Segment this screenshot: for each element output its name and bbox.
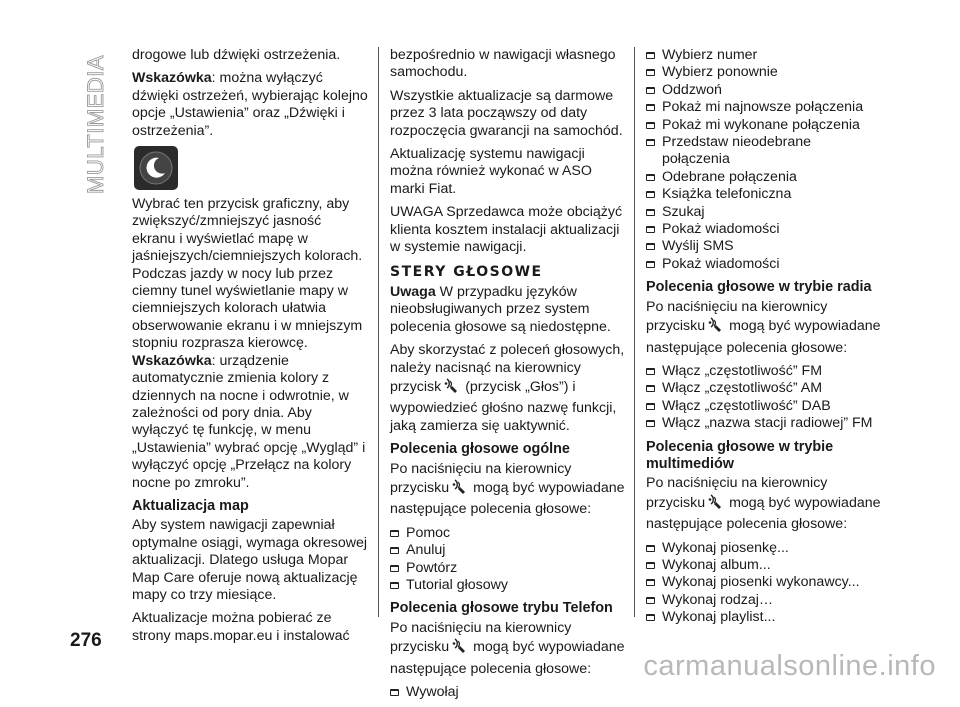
list-item: [646, 557, 882, 574]
paragraph: bezpośrednio w nawigacji własnego samochodu.: [390, 47, 616, 81]
paragraph-text: mogą być wypowiadane następujące polecenia głosowe:: [646, 318, 881, 356]
list-item-text: Wywołaj: [406, 684, 459, 700]
paragraph: [390, 284, 626, 336]
paragraph-text: Po naciśnięciu na kierownicy przycisku: [646, 475, 828, 511]
list-item: [646, 574, 882, 591]
watermark: carmanualsonline.info: [643, 650, 936, 682]
checkbox-bullet-icon: [646, 191, 655, 198]
paragraph-text: mogą być wypowiadane następujące polecenia głosowe:: [390, 479, 625, 518]
list-item: [390, 577, 626, 594]
checkbox-bullet-icon: [646, 226, 655, 233]
voice-command-icon: [707, 316, 723, 339]
list-item: [646, 169, 882, 186]
paragraph: Aby system nawigacji zapewniał optymalne osiągi, wymaga okresowej aktualizacji. Dlatego usługa Mopar Map Care oferuje nową aktualizację mapy co trzy miesiące.: [132, 517, 367, 603]
command-list: [646, 363, 882, 433]
list-item-text: Włącz „częstotliwość” DAB: [662, 397, 831, 414]
heading: Polecenia głosowe trybu Telefon: [390, 600, 613, 617]
heading: Polecenia głosowe w trybie multimediów: [646, 438, 834, 472]
paragraph: [132, 196, 368, 492]
list-item: [646, 82, 882, 99]
list-item: [646, 134, 882, 169]
list-item: [646, 64, 882, 81]
paragraph: [132, 70, 368, 140]
paragraph: [646, 475, 882, 533]
list-item-text: Wykonaj rodzaj…: [662, 591, 774, 608]
list-item-text: Odebrane połączenia: [662, 168, 797, 185]
list-item-text: Powtórz: [406, 559, 458, 576]
list-item: [390, 560, 626, 577]
list-item-text: Wyślij SMS: [662, 238, 734, 255]
section-heading: STERY GŁOSOWE: [390, 264, 543, 281]
list-item-text: Pokaż mi wykonane połączenia: [662, 116, 860, 133]
svg-text:MULTIMEDIA: MULTIMEDIA: [83, 54, 108, 194]
list-item-text: Anuluj: [406, 542, 446, 559]
paragraph-text: Po naciśnięciu na kierownicy przycisku: [390, 460, 572, 496]
list-item: [390, 684, 626, 701]
command-list: [646, 540, 882, 627]
list-item: [646, 256, 882, 273]
list-item: [646, 398, 882, 415]
note-text: : urządzenie automatycznie zmienia kolory z dziennych na nocne i odwrotnie, w zależności od pory dnia. Aby wyłączyć tę funkcję, w menu „Ustawienia” wybrać opcję „Wygląd” i wyłączyć opcję „Przełącz na kolory nocne po zmroku”.: [132, 352, 366, 491]
checkbox-bullet-icon: [646, 614, 655, 621]
list-item-text: Pomoc: [406, 524, 451, 541]
paragraph-text: mogą być wypowiadane następujące polecenia głosowe:: [390, 639, 625, 677]
list-item: [646, 592, 882, 609]
list-item-text: Oddzwoń: [662, 81, 722, 98]
note-label: Wskazówka: [132, 352, 212, 369]
paragraph-text: Po naciśnięciu na kierownicy przycisku: [646, 298, 828, 335]
checkbox-bullet-icon: [390, 530, 399, 537]
checkbox-bullet-icon: [646, 209, 655, 216]
list-item: [646, 609, 882, 626]
column-divider: [634, 47, 635, 617]
checkbox-bullet-icon: [390, 547, 399, 554]
command-list: [390, 525, 626, 595]
checkbox-bullet-icon: [646, 385, 655, 392]
checkbox-bullet-icon: [646, 139, 655, 146]
paragraph: [390, 342, 626, 435]
checkbox-bullet-icon: [646, 261, 655, 268]
moon-icon: [134, 146, 178, 190]
list-item-text: Przedstaw nieodebrane połączenia: [662, 134, 812, 168]
checkbox-bullet-icon: [646, 562, 655, 569]
column-divider: [378, 47, 379, 617]
paragraph-text: Po naciśnięciu na kierownicy przycisku: [390, 619, 572, 656]
list-item-text: Szukaj: [662, 203, 705, 220]
list-item-text: Tutorial głosowy: [406, 576, 508, 593]
paragraph: [390, 461, 626, 519]
column-2: [390, 47, 626, 707]
list-item-text: Włącz „częstotliwość” AM: [662, 380, 823, 397]
command-list: [390, 684, 626, 701]
note-label: Uwaga: [390, 283, 436, 300]
paragraph: [646, 299, 882, 357]
checkbox-bullet-icon: [646, 420, 655, 427]
list-item-text: Wybierz numer: [662, 47, 758, 63]
list-item: [646, 204, 882, 221]
list-item: [646, 221, 882, 238]
list-item: [646, 117, 882, 134]
paragraph-text: (przycisk „Głos”) i wypowiedzieć głośno nazwę funkcji, jaką zamierza się uaktywnić.: [390, 378, 617, 434]
list-item-text: Wykonaj piosenki wykonawcy...: [662, 574, 860, 591]
list-item: [390, 525, 626, 542]
list-item-text: Wykonaj piosenkę...: [662, 539, 789, 556]
list-item: [646, 415, 882, 432]
checkbox-bullet-icon: [390, 689, 399, 696]
list-item: [646, 238, 882, 255]
list-item-text: Pokaż wiadomości: [662, 255, 780, 272]
paragraph-text: mogą być wypowiadane następujące polecenia głosowe:: [646, 494, 881, 533]
voice-command-icon: [707, 493, 723, 516]
voice-command-icon: [451, 637, 467, 660]
checkbox-bullet-icon: [646, 597, 655, 604]
list-item: [646, 99, 882, 116]
checkbox-bullet-icon: [646, 52, 655, 59]
paragraph: Aktualizację systemu nawigacji można również wykonać w ASO marki Fiat.: [390, 146, 592, 197]
column-1: [132, 47, 368, 651]
paragraph: [390, 620, 626, 678]
list-item: [646, 380, 882, 397]
checkbox-bullet-icon: [646, 243, 655, 250]
paragraph-text: Aby skorzystać z poleceń głosowych, należy nacisnąć na kierownicy przycisk: [390, 342, 625, 395]
paragraph-text: Wybrać ten przycisk graficzny, aby zwiększyć/zmniejszyć jasność ekranu i wyświetlać mapę w jaśniejszych/ciemniejszych kolorach. Podczas jazdy w nocy lub przez ciemny tunel wyświetlanie mapy w ciemniejszych kolorach ułatwia obserwowanie ekranu i w mniejszym stopniu rozprasza kierowcę.: [132, 196, 363, 352]
list-item-text: Włącz „nazwa stacji radiowej” FM: [662, 415, 873, 432]
note-label: Wskazówka: [132, 70, 212, 87]
checkbox-bullet-icon: [646, 104, 655, 111]
voice-command-icon: [443, 377, 459, 400]
list-item-text: Włącz „częstotliwość” FM: [662, 362, 823, 379]
list-item: [646, 540, 882, 557]
page-number: 276: [70, 630, 102, 651]
checkbox-bullet-icon: [646, 174, 655, 181]
paragraph: Wszystkie aktualizacje są darmowe przez 3 lata począwszy od daty rozpoczęcia gwarancji na samochód.: [390, 87, 623, 139]
list-item: [646, 47, 882, 64]
list-item: [646, 363, 882, 380]
list-item-text: Pokaż wiadomości: [662, 221, 780, 238]
checkbox-bullet-icon: [390, 582, 399, 589]
checkbox-bullet-icon: [646, 403, 655, 410]
section-title: [82, 46, 110, 196]
checkbox-bullet-icon: [646, 122, 655, 129]
checkbox-bullet-icon: [646, 87, 655, 94]
checkbox-bullet-icon: [646, 545, 655, 552]
list-item: [646, 186, 882, 203]
paragraph: UWAGA Sprzedawca może obciążyć klienta kosztem instalacji aktualizacji w systemie nawigacji.: [390, 204, 623, 256]
voice-command-icon: [451, 478, 467, 501]
checkbox-bullet-icon: [646, 368, 655, 375]
paragraph: drogowe lub dźwięki ostrzeżenia.: [132, 47, 341, 63]
heading: Polecenia głosowe w trybie radia: [646, 279, 872, 296]
checkbox-bullet-icon: [390, 565, 399, 572]
list-item-text: Wykonaj album...: [662, 556, 771, 573]
command-list: [646, 47, 882, 273]
heading: Polecenia głosowe ogólne: [390, 441, 570, 458]
checkbox-bullet-icon: [646, 579, 655, 586]
column-3: [646, 47, 882, 633]
checkbox-bullet-icon: [646, 69, 655, 76]
heading: Aktualizacja map: [132, 497, 249, 514]
note-text: : można wyłączyć dźwięki ostrzeżeń, wybierając kolejno opcje „Ustawienia” oraz „Dźwięki i ostrzeżenia”.: [132, 70, 368, 139]
list-item-text: Pokaż mi najnowsze połączenia: [662, 99, 864, 116]
list-item-text: Książka telefoniczna: [662, 186, 792, 203]
list-item-text: Wykonaj playlist...: [662, 609, 776, 626]
list-item: [390, 542, 626, 559]
list-item-text: Wybierz ponownie: [662, 64, 778, 81]
paragraph: Aktualizacje można pobierać ze strony maps.mopar.eu i instalować: [132, 610, 350, 644]
note-text: W przypadku języków nieobsługiwanych przez system polecenia głosowe są niedostępne.: [390, 283, 611, 335]
